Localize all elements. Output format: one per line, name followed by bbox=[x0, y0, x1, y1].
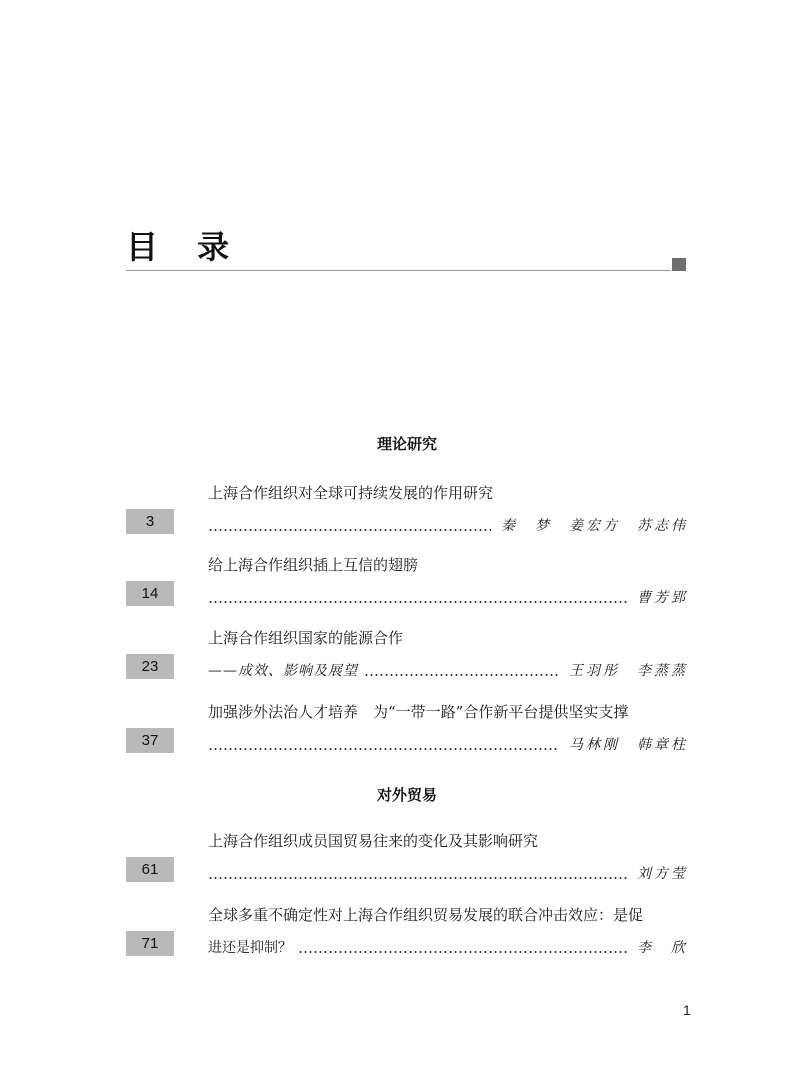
section-heading: 理论研究 bbox=[376, 435, 437, 453]
entry-title: 全球多重不确定性对上海合作组织贸易发展的联合冲击效应：是促 bbox=[208, 906, 644, 924]
entry-authors: 李 欣 bbox=[637, 940, 688, 956]
toc-entry[interactable] bbox=[126, 556, 688, 637]
dot-leader bbox=[208, 877, 627, 879]
section-heading: 对外贸易 bbox=[376, 786, 437, 804]
entry-title: 上海合作组织国家的能源合作 bbox=[208, 629, 404, 647]
entry-authors: 秦 梦 姜宏方 苏志伟 bbox=[501, 518, 688, 534]
entry-leader-line bbox=[208, 587, 688, 607]
dot-leader bbox=[208, 529, 491, 531]
toc-entry[interactable] bbox=[126, 629, 688, 710]
dot-leader bbox=[364, 674, 559, 676]
toc-entry[interactable] bbox=[126, 906, 688, 987]
entry-authors: 曹芳郢 bbox=[637, 590, 688, 606]
entry-title: 给上海合作组织插上互信的翅膀 bbox=[208, 556, 419, 574]
entry-title: 上海合作组织成员国贸易往来的变化及其影响研究 bbox=[208, 832, 539, 850]
entry-leader-line bbox=[208, 937, 688, 957]
title-rule-square bbox=[672, 258, 686, 271]
entry-title: 上海合作组织对全球可持续发展的作用研究 bbox=[208, 484, 494, 502]
dot-leader bbox=[208, 748, 559, 750]
page-number: 71 bbox=[126, 931, 174, 956]
entry-title-continuation: 进还是抑制？ bbox=[208, 940, 292, 956]
page-number: 23 bbox=[126, 654, 174, 679]
entry-authors: 王羽彤 李蒸蒸 bbox=[569, 663, 688, 679]
entry-subtitle: ——成效、影响及展望 bbox=[208, 663, 358, 679]
page-number: 37 bbox=[126, 728, 174, 753]
page-number: 3 bbox=[126, 509, 174, 534]
title-rule bbox=[126, 270, 671, 271]
toc-title: 目 录 bbox=[126, 228, 244, 266]
entry-leader-line bbox=[208, 515, 688, 535]
entry-leader-line bbox=[208, 863, 688, 883]
dot-leader bbox=[298, 951, 627, 953]
toc-entry[interactable] bbox=[126, 832, 688, 913]
entry-authors: 刘方莹 bbox=[637, 866, 688, 882]
entry-leader-line bbox=[208, 660, 688, 680]
entry-title: 加强涉外法治人才培养 为“一带一路”合作新平台提供坚实支撑 bbox=[208, 703, 629, 721]
dot-leader bbox=[208, 601, 627, 603]
page-number: 61 bbox=[126, 857, 174, 882]
toc-entry[interactable] bbox=[126, 703, 688, 784]
entry-leader-line bbox=[208, 734, 688, 754]
page-folio: 1 bbox=[683, 1002, 691, 1018]
entry-authors: 马林刚 韩章柱 bbox=[569, 737, 688, 753]
page-number: 14 bbox=[126, 581, 174, 606]
